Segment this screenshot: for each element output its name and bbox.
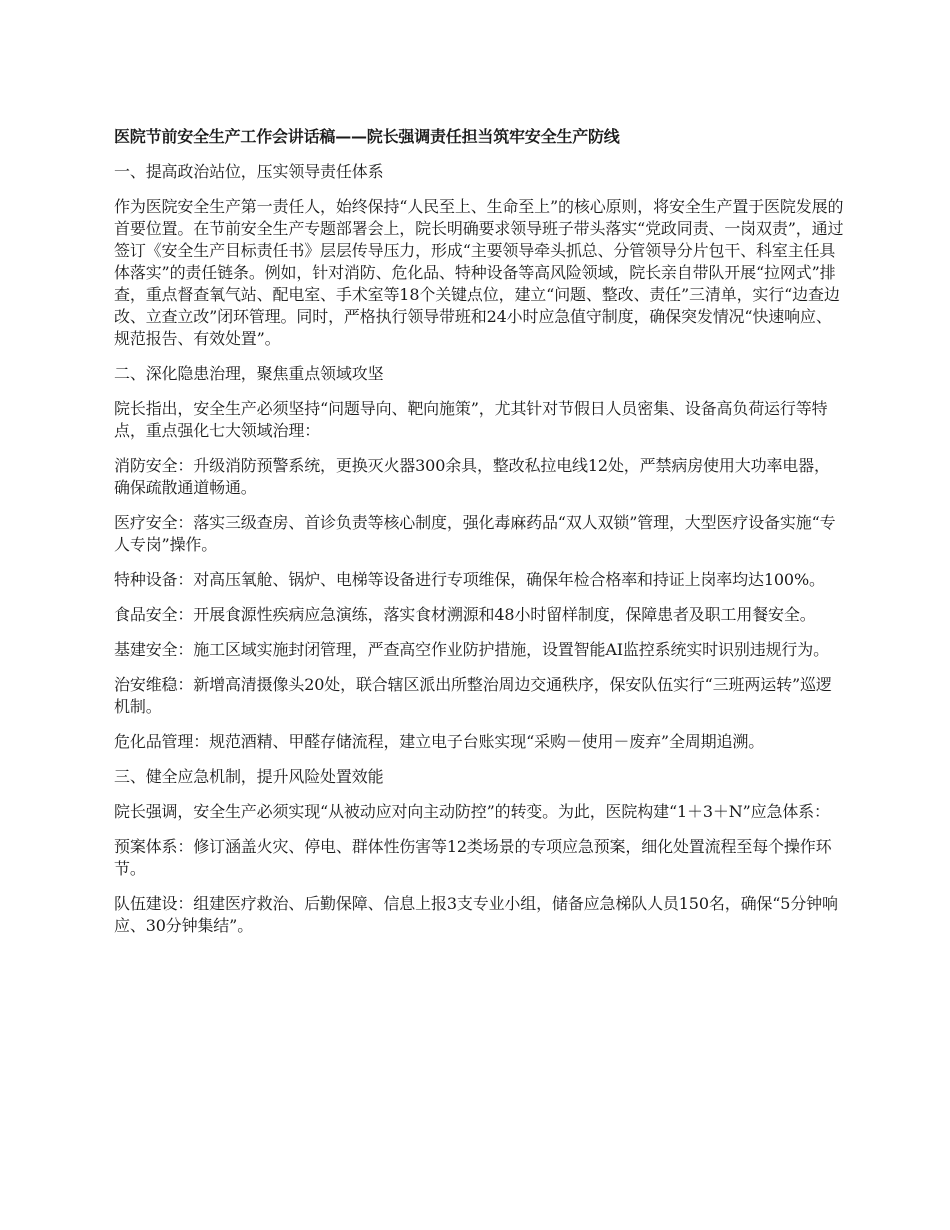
section-heading-1: 一、提高政治站位，压实领导责任体系	[114, 162, 384, 181]
list-item-medical-safety: 医疗安全：落实三级查房、首诊负责等核心制度，强化毒麻药品“双人双锁”管理，大型医疗设备实施“专人专岗”操作。	[114, 513, 836, 554]
section-heading-3: 三、健全应急机制，提升风险处置效能	[114, 767, 384, 786]
paragraph: 作为医院安全生产第一责任人，始终保持“人民至上、生命至上”的核心原则，将安全生产置于医院发展的首要位置。在节前安全生产专题部署会上，院长明确要求领导班子带头落实“党政同责、一岗双责”，通过签订《安全生产目标责任书》层层传导压力，形成“主要领导牵头抓总、分管领导分片包干、科室主任具体落实”的责任链条。例如，针对消防、危化品、特种设备等高风险领域，院长亲自带队开展“拉网式”排查，重点督查氧气站、配电室、手术室等18个关键点位，建立“问题、整改、责任”三清单，实行“边查边改、立查立改”闭环管理。同时，严格执行领导带班和24小时应急值守制度，确保突发情况“快速响应、规范报告、有效处置”。	[114, 197, 844, 348]
list-item-public-security: 治安维稳：新增高清摄像头20处，联合辖区派出所整治周边交通秩序，保安队伍实行“三班两运转”巡逻机制。	[114, 675, 832, 716]
list-item-plan-system: 预案体系：修订涵盖火灾、停电、群体性伤害等12类场景的专项应急预案，细化处置流程至每个操作环节。	[114, 837, 832, 878]
list-item-food-safety: 食品安全：开展食源性疾病应急演练，落实食材溯源和48小时留样制度，保障患者及职工用餐安全。	[114, 605, 816, 624]
document-page	[114, 126, 844, 950]
paragraph: 院长强调，安全生产必须实现“从被动应对向主动防控”的转变。为此，医院构建“1＋3＋N”应急体系：	[114, 802, 830, 821]
list-item-hazardous-chemicals: 危化品管理：规范酒精、甲醛存储流程，建立电子台账实现“采购－使用－废弃”全周期追溯。	[114, 732, 765, 751]
section-heading-2: 二、深化隐患治理，聚焦重点领域攻坚	[114, 364, 384, 383]
list-item-team-building: 队伍建设：组建医疗救治、后勤保障、信息上报3支专业小组，储备应急梯队人员150名，确保“5分钟响应、30分钟集结”。	[114, 894, 838, 935]
paragraph: 院长指出，安全生产必须坚持“问题导向、靶向施策”，尤其针对节假日人员密集、设备高负荷运行等特点，重点强化七大领域治理：	[114, 399, 828, 440]
document-title: 医院节前安全生产工作会讲话稿——院长强调责任担当筑牢安全生产防线	[114, 127, 620, 146]
list-item-fire-safety: 消防安全：升级消防预警系统，更换灭火器300余具，整改私拉电线12处，严禁病房使用大功率电器，确保疏散通道畅通。	[114, 456, 830, 497]
list-item-construction-safety: 基建安全：施工区域实施封闭管理，严查高空作业防护措施，设置智能AI监控系统实时识别违规行为。	[114, 640, 829, 659]
list-item-special-equipment: 特种设备：对高压氧舱、锅炉、电梯等设备进行专项维保，确保年检合格率和持证上岗率均达100%。	[114, 570, 825, 589]
